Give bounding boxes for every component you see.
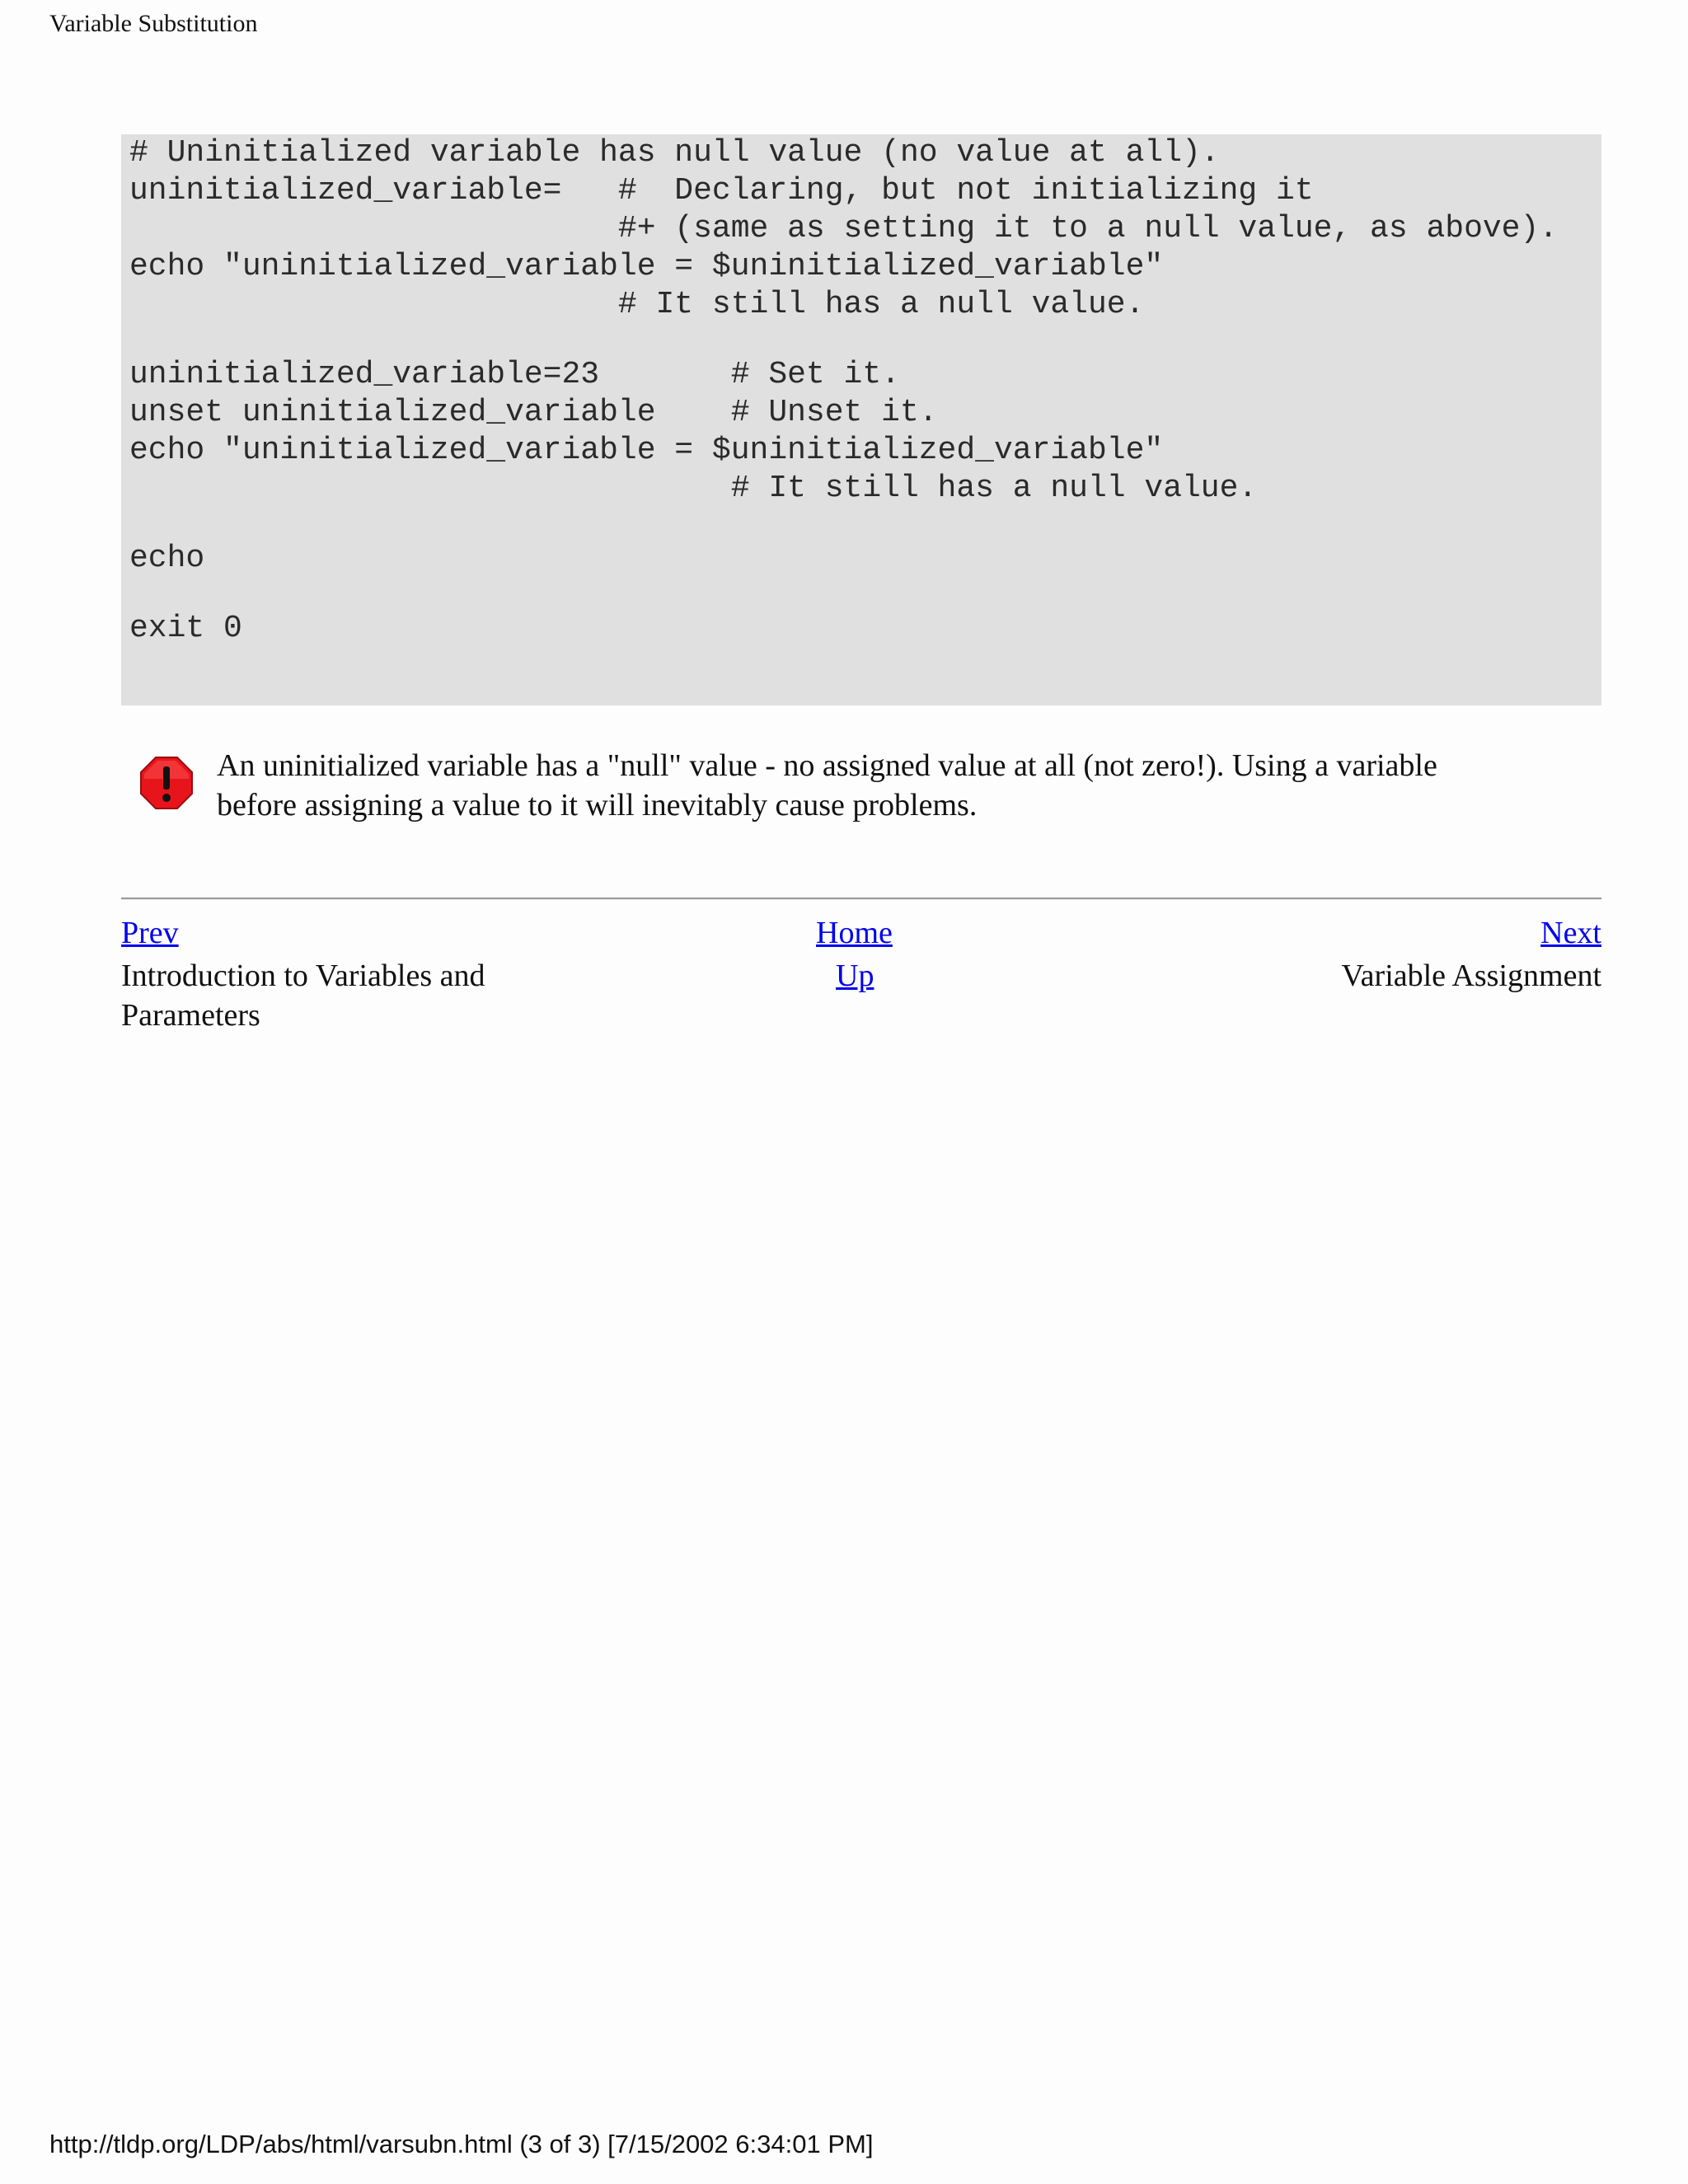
next-link[interactable]: Next [1540, 916, 1601, 950]
code-line: echo [129, 541, 205, 576]
code-line: # It still has a null value. [129, 287, 1145, 322]
code-line: unset uninitialized_variable # Unset it. [129, 395, 938, 430]
caution-octagon-icon [139, 756, 194, 810]
prev-page-title: Introduction to Variables and Parameters [121, 958, 485, 1033]
code-line: echo "uninitialized_variable = $uninitialized_variable" [129, 249, 1164, 284]
code-line: echo "uninitialized_variable = $uninitialized_variable" [129, 433, 1164, 468]
navigation-divider [121, 898, 1601, 900]
caution-note [121, 746, 1601, 837]
code-line: # It still has a null value. [129, 471, 1258, 506]
code-listing [121, 134, 1601, 705]
code-line: uninitialized_variable= # Declaring, but not initializing it [129, 173, 1314, 209]
prev-link[interactable]: Prev [121, 916, 179, 950]
code-line: # Uninitialized variable has null value (no value at all). [129, 135, 1220, 171]
page-footer-url: http://tldp.org/LDP/abs/html/varsubn.html (3 of 3) [7/15/2002 6:34:01 PM] [49, 2130, 874, 2158]
page-header-title: Variable Substitution [49, 10, 258, 37]
code-line: #+ (same as setting it to a null value, as above). [129, 211, 1559, 246]
home-link[interactable]: Home [816, 916, 893, 950]
code-line: exit 0 [129, 611, 242, 646]
up-link[interactable]: Up [836, 958, 874, 993]
caution-text: An uninitialized variable has a "null" value - no assigned value at all (not zero!). Using a variable before assigning a value to it will inevitably cause problems. [217, 748, 1437, 823]
code-line: uninitialized_variable=23 # Set it. [129, 357, 900, 392]
next-page-title: Variable Assignment [1341, 958, 1601, 993]
